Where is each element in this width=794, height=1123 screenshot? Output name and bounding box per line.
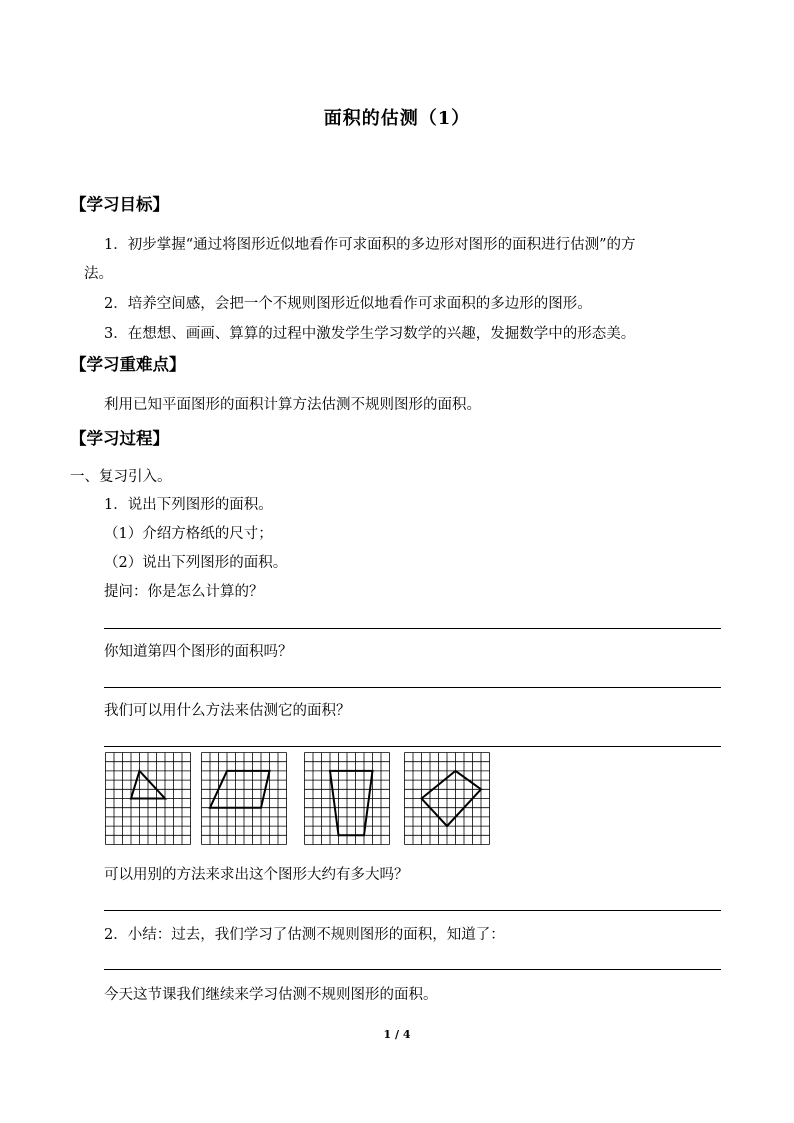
objective-1: 1．初步掌握“通过将图形近似地看作可求面积的多边形对图形的面积进行估测”的方 [104,237,636,253]
trapezoid-shape [330,771,373,835]
key-points-text: 利用已知平面图形的面积计算方法估测不规则图形的面积。 [104,397,481,413]
summary-item: 2．小结：过去，我们学习了估测不规则图形的面积，知道了： [104,927,505,943]
part-1-heading: 一、复习引入。 [70,469,172,485]
key-points-heading: 【学习重难点】 [70,355,186,374]
objectives-heading: 【学习目标】 [70,195,169,214]
process-heading: 【学习过程】 [70,429,169,448]
sub-item-1: （1）介绍方格纸的尺寸； [104,526,273,542]
objective-2: 2．培养空间感，会把一个不规则图形近似地看作可求面积的多边形的图形。 [104,296,592,312]
answer-line-1 [104,628,721,629]
answer-line-2 [104,687,721,688]
question-2: 你知道第四个图形的面积吗？ [104,644,293,660]
sub-item-2: （2）说出下列图形的面积。 [104,555,288,571]
page-title: 面积的估测（1） [323,108,471,129]
item-1: 1．说出下列图形的面积。 [104,497,273,513]
grid-figure-2 [201,752,287,845]
grid-figure-4 [404,752,490,845]
question-1: 提问：你是怎么计算的？ [104,584,264,600]
grid-figure-3 [304,752,390,845]
page-number: 1 / 4 [383,1028,411,1041]
grid-svg-3 [304,752,390,845]
grid-figure-1 [105,752,191,845]
objective-3: 3．在想想、画画、算算的过程中激发学生学习数学的兴趣，发掘数学中的形态美。 [104,326,636,342]
grid-svg-2 [201,752,287,845]
answer-line-3 [104,746,721,747]
objective-1-cont: 法。 [84,266,113,282]
today-text: 今天这节课我们继续来学习估测不规则图形的面积。 [104,987,438,1003]
answer-line-5 [104,969,721,970]
answer-line-4 [104,910,721,911]
grid-svg-4 [404,752,490,845]
question-3: 我们可以用什么方法来估测它的面积？ [104,703,351,719]
grid-svg-1 [105,752,191,845]
question-4: 可以用别的方法来求出这个图形大约有多大吗？ [104,867,409,883]
